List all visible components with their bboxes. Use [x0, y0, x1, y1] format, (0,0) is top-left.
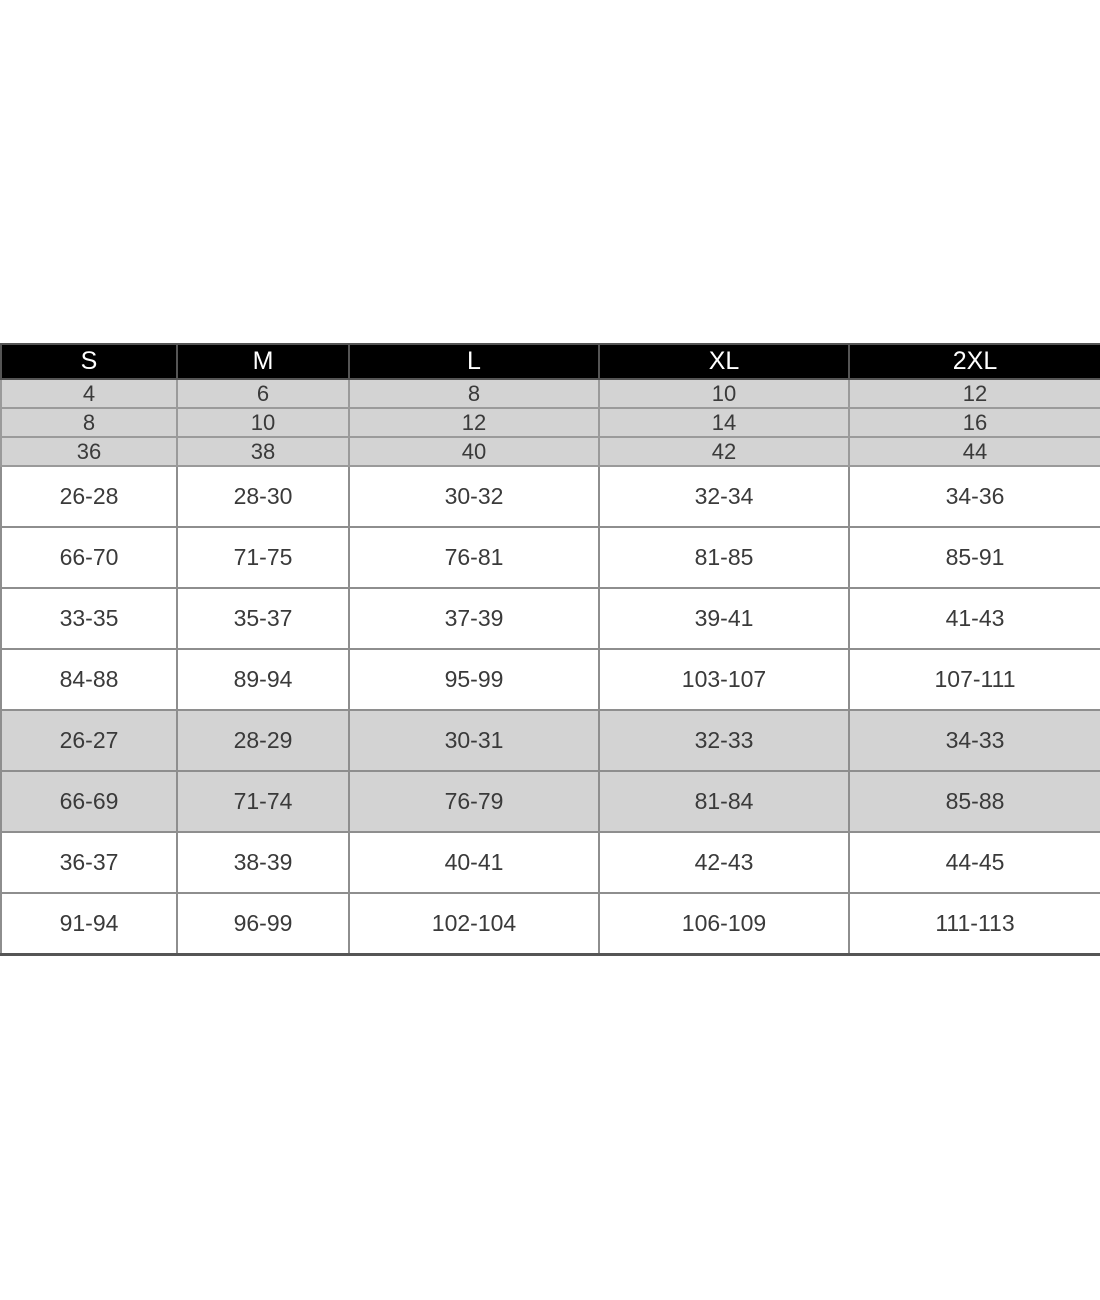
size-header-row	[1, 344, 1100, 379]
measurement-row	[1, 466, 1100, 527]
table-cell: 8	[1, 408, 177, 437]
table-cell: 84-88	[1, 649, 177, 710]
size-header-xl: XL	[599, 344, 849, 379]
table-cell: 10	[177, 408, 349, 437]
table-cell: 106-109	[599, 893, 849, 954]
equivalent-size-row	[1, 379, 1100, 408]
table-cell: 89-94	[177, 649, 349, 710]
table-cell: 32-34	[599, 466, 849, 527]
measurement-row-shaded	[1, 710, 1100, 771]
table-cell: 81-85	[599, 527, 849, 588]
table-cell: 30-31	[349, 710, 599, 771]
measurement-row	[1, 649, 1100, 710]
table-cell: 38-39	[177, 832, 349, 893]
table-cell: 36-37	[1, 832, 177, 893]
table-cell: 34-33	[849, 710, 1100, 771]
table-cell: 107-111	[849, 649, 1100, 710]
measurement-row	[1, 893, 1100, 954]
table-cell: 26-27	[1, 710, 177, 771]
table-cell: 37-39	[349, 588, 599, 649]
table-cell: 14	[599, 408, 849, 437]
table-cell: 40	[349, 437, 599, 466]
table-cell: 32-33	[599, 710, 849, 771]
table-cell: 95-99	[349, 649, 599, 710]
table-cell: 39-41	[599, 588, 849, 649]
table-cell: 36	[1, 437, 177, 466]
table-cell: 102-104	[349, 893, 599, 954]
table-cell: 33-35	[1, 588, 177, 649]
size-chart-table	[0, 343, 1100, 956]
measurement-row	[1, 527, 1100, 588]
size-header-s: S	[1, 344, 177, 379]
size-header-l: L	[349, 344, 599, 379]
table-cell: 44	[849, 437, 1100, 466]
table-cell: 12	[849, 379, 1100, 408]
table-cell: 44-45	[849, 832, 1100, 893]
table-cell: 34-36	[849, 466, 1100, 527]
table-cell: 28-30	[177, 466, 349, 527]
table-cell: 91-94	[1, 893, 177, 954]
measurement-row	[1, 588, 1100, 649]
equivalent-size-row	[1, 408, 1100, 437]
table-cell: 6	[177, 379, 349, 408]
table-cell: 76-81	[349, 527, 599, 588]
table-cell: 85-91	[849, 527, 1100, 588]
table-cell: 103-107	[599, 649, 849, 710]
table-cell: 10	[599, 379, 849, 408]
table-cell: 42	[599, 437, 849, 466]
table-cell: 71-74	[177, 771, 349, 832]
table-cell: 42-43	[599, 832, 849, 893]
measurement-row	[1, 832, 1100, 893]
table-cell: 40-41	[349, 832, 599, 893]
size-header-m: M	[177, 344, 349, 379]
table-cell: 66-70	[1, 527, 177, 588]
table-cell: 111-113	[849, 893, 1100, 954]
size-header-2xl: 2XL	[849, 344, 1100, 379]
table-cell: 96-99	[177, 893, 349, 954]
table-cell: 76-79	[349, 771, 599, 832]
table-cell: 16	[849, 408, 1100, 437]
table-cell: 4	[1, 379, 177, 408]
table-cell: 30-32	[349, 466, 599, 527]
equivalent-size-row	[1, 437, 1100, 466]
table-cell: 41-43	[849, 588, 1100, 649]
measurement-row-shaded	[1, 771, 1100, 832]
table-cell: 71-75	[177, 527, 349, 588]
table-cell: 12	[349, 408, 599, 437]
table-cell: 26-28	[1, 466, 177, 527]
table-cell: 35-37	[177, 588, 349, 649]
table-cell: 81-84	[599, 771, 849, 832]
table-cell: 66-69	[1, 771, 177, 832]
table-cell: 8	[349, 379, 599, 408]
table-cell: 38	[177, 437, 349, 466]
table-cell: 85-88	[849, 771, 1100, 832]
table-cell: 28-29	[177, 710, 349, 771]
